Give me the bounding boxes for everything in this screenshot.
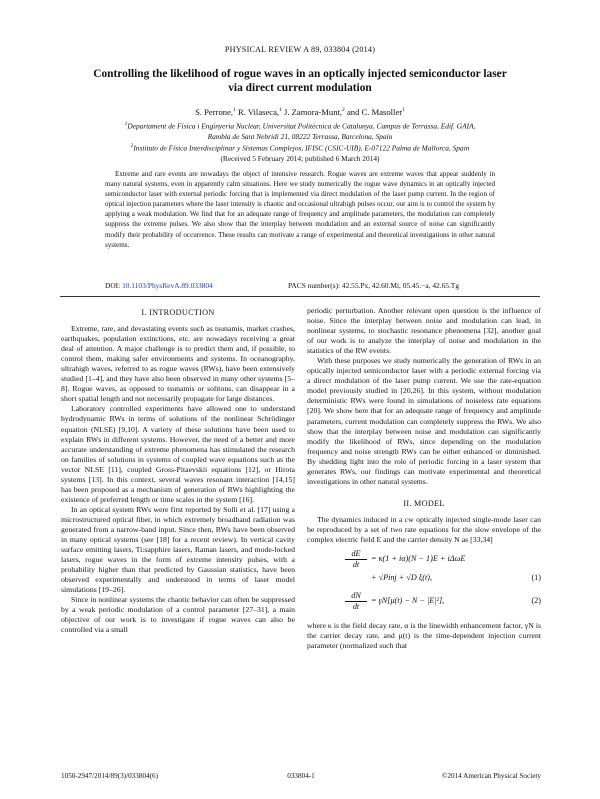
abstract-text: Extreme and rare events are nowadays the object of intensive research. Rogue waves are extreme waves that appear suddenly in many natural systems, even in apparently calm situations. Here we study numerically the rogue wave dynamics in an optically injected semiconductor laser with external periodic forcing that is implemented via direct modulation of the laser pump current. In the region of optical injection parameters where the laser intensity is chaotic and occasional ultrahigh pulses occur, our aim is to control the system by applying a weak modulation. We find that for an adequate range of frequency and amplitude parameters, the modulation can completely suppress the extreme pulses. We also show that the interplay between modulation and an external source of noise can significantly modify their probability of occurrence. These results can motivate a range of experimental and theoretical investigations in other natural systems. bbox=[105, 170, 495, 249]
equation-2-lhs-denominator: dt bbox=[352, 602, 360, 612]
intro-paragraph-5: periodic perturbation. Another relevant open question is the influence of noise. Since the interplay between noise and modulation can lead, in nonlinear systems, to stochastic resonance phenomena [32], another goal of our work is to analyze the interplay of noise and modulation in the statistics of the RW events. bbox=[307, 306, 541, 356]
abstract bbox=[105, 169, 495, 250]
right-column bbox=[307, 306, 541, 651]
affiliation-2-marker: 2 bbox=[130, 143, 134, 149]
doi-label: DOI: bbox=[105, 281, 121, 290]
affiliation-1-line-2: Rambla de Sant Nebridi 21, 08222 Terrassa, Barcelona, Spain bbox=[207, 131, 393, 141]
title-line-1: Controlling the likelihood of rogue waves in an optically injected semiconductor laser bbox=[93, 68, 507, 80]
equation-2 bbox=[307, 591, 541, 619]
title-line-2: via direct current modulation bbox=[228, 82, 372, 94]
intro-paragraph-1: Extreme, rare, and devastating events such as tsunamis, market crashes, earthquakes, population extinctions, etc. are nowadays receiving a great deal of attention. A major challenge is to predict them and, if possible, to control them, making safer environments and systems. In oceanography, ultrahigh waves, referred to as rogue waves (RWs), have been extensively studied [1–4], and they have also been observed in many other systems [5–8]. Rogue waves, as opposed to tsunamis or solitons, can disappear in a short spatial length and not necessarily propagate for large distances. bbox=[61, 324, 295, 404]
model-paragraph-1: The dynamics induced in a cw optically injected single-mode laser can be reproduced by a set of two rate equations for the slow envelope of the complex electric field E and the carrier density N as [33,34] bbox=[307, 514, 541, 544]
footer-page-number: 033804-1 bbox=[287, 772, 315, 780]
author-2-affil: 1 bbox=[279, 107, 282, 114]
equation-1-number: (1) bbox=[531, 573, 541, 583]
author-1: S. Perrone, bbox=[195, 107, 234, 117]
equation-1-lhs-denominator: dt bbox=[352, 560, 360, 570]
intro-paragraph-6: With these purposes we study numerically the generation of RWs in an optically injected semiconductor laser with a periodic external forcing via a direct modulation of the laser pump current. We use the rate-equation model previously studied in [20,26]. In this system, without modulation deterministic RWs were found in simulations of noiseless rate equations [20]. We show here that for an adequate range of frequency and amplitude parameters, current modulation can completely suppress the RWs. We also show that the interplay between noise and modulation can significantly modify the likelihood of RWs, since depending on the modulation frequency and noise strength RWs can be either enhanced or diminished. By shedding light into the role of periodic forcing in a laser system that generates RWs, our findings can motivate experimental and theoretical investigations in other natural systems. bbox=[307, 356, 541, 486]
author-2: R. Vilaseca, bbox=[237, 107, 280, 117]
author-list bbox=[60, 107, 540, 117]
header-divider bbox=[60, 296, 540, 297]
equation-2-number: (2) bbox=[531, 596, 541, 606]
affiliation-1 bbox=[50, 119, 550, 142]
equation-2-rhs: = γN[μ(t) − N − |E|²], bbox=[371, 596, 445, 606]
doi-label-group bbox=[105, 281, 213, 290]
affiliation-2-line-1: Instituto de Física Interdisciplinar y Sistemas Complejos, IFISC (CSIC-UIB), E-07122 Palma de Mallorca, Spain bbox=[133, 143, 470, 153]
equation-1-lhs bbox=[345, 549, 367, 570]
equation-2-lhs bbox=[345, 591, 367, 612]
intro-paragraph-2: Laboratory controlled experiments have allowed one to understand hydrodynamic RWs in terms of solutions of the nonlinear Schrödinger equation (NLSE) [9,10]. A variety of these solutions have been used to explain RWs in different systems. However, the need of a better and more accurate understanding of extreme phenomena has stimulated the research on families of solutions in systems of coupled wave equations such as the vector NLSE [11], coupled Gross-Pitaevskii equations [12], or Hirota systems [13]. In this context, several waves resonant interaction [14,15] has been proposed as a mechanism of generation of RWs highlighting the existence of preferred length or time scales in the system [16]. bbox=[61, 404, 295, 504]
author-4: and C. Masoller bbox=[346, 107, 403, 117]
paper-title bbox=[70, 67, 530, 95]
model-paragraph-2: where κ is the field decay rate, α is the linewidth enhancement factor, γN is the carrier decay rate, and μ(t) is the time-dependent injection current parameter (normalized such that bbox=[307, 621, 541, 651]
journal-header: PHYSICAL REVIEW A 89, 033804 (2014) bbox=[224, 45, 376, 54]
affiliation-2 bbox=[50, 141, 550, 154]
equation-1 bbox=[307, 549, 541, 587]
author-3-affil: 2 bbox=[342, 107, 345, 114]
affiliation-1-line-1: Departament de Física i Enginyeria Nuclear, Universitat Politècnica de Catalunya, Campus de Terrassa, Edif. GAIA, bbox=[127, 121, 476, 131]
section-title-introduction: I. INTRODUCTION bbox=[141, 308, 215, 317]
equation-1-lhs-numerator: dE bbox=[345, 549, 367, 560]
doi-link[interactable]: 10.1103/PhysRevA.89.033804 bbox=[122, 281, 213, 290]
section-title-model: II. MODEL bbox=[403, 498, 445, 508]
footer-copyright: ©2014 American Physical Society bbox=[441, 772, 541, 780]
intro-paragraph-4: Since in nonlinear systems the chaotic behavior can often be suppressed by a weak periodic modulation of a control parameter [27–31], a main objective of our work is to investigate if rogue waves can also be controlled via a small bbox=[61, 595, 295, 635]
received-dates: (Received 5 February 2014; published 6 March 2014) bbox=[220, 154, 380, 163]
equation-1-rhs-first: = κ(1 + iα)(N − 1)E + iΔωE bbox=[371, 554, 466, 564]
pacs-numbers: PACS number(s): 42.55.Px, 42.60.Mi, 05.45.−a, 42.65.Tg bbox=[288, 281, 460, 290]
intro-paragraph-3: In an optical system RWs were first reported by Solli et al. [17] using a microstructured optical fiber, in which extremely broadband radiation was generated from a narrow-band input. Since then, RWs have been observed in many optical systems (see [18] for a recent review). In vertical cavity surface emitting lasers, Ti:sapphire lasers, Raman lasers, and mode-locked lasers, rogue waves in the form of extreme intensity pulses, with a probability higher than that predicted by Gaussian statistics, have been observed experimentally and understood in terms of laser model simulations [19–26]. bbox=[61, 504, 295, 595]
author-4-affil: 1 bbox=[402, 107, 405, 114]
left-column bbox=[61, 306, 295, 636]
affiliation-1-marker: 1 bbox=[124, 121, 128, 127]
equation-1-rhs-second: + √Pinj + √D ξ(t), bbox=[371, 573, 433, 583]
footer-issn: 1050-2947/2014/89(3)/033804(6) bbox=[61, 772, 159, 780]
author-1-affil: 1 bbox=[233, 107, 236, 114]
author-3: J. Zamora-Munt, bbox=[284, 107, 343, 117]
equation-2-lhs-numerator: dN bbox=[345, 591, 367, 602]
